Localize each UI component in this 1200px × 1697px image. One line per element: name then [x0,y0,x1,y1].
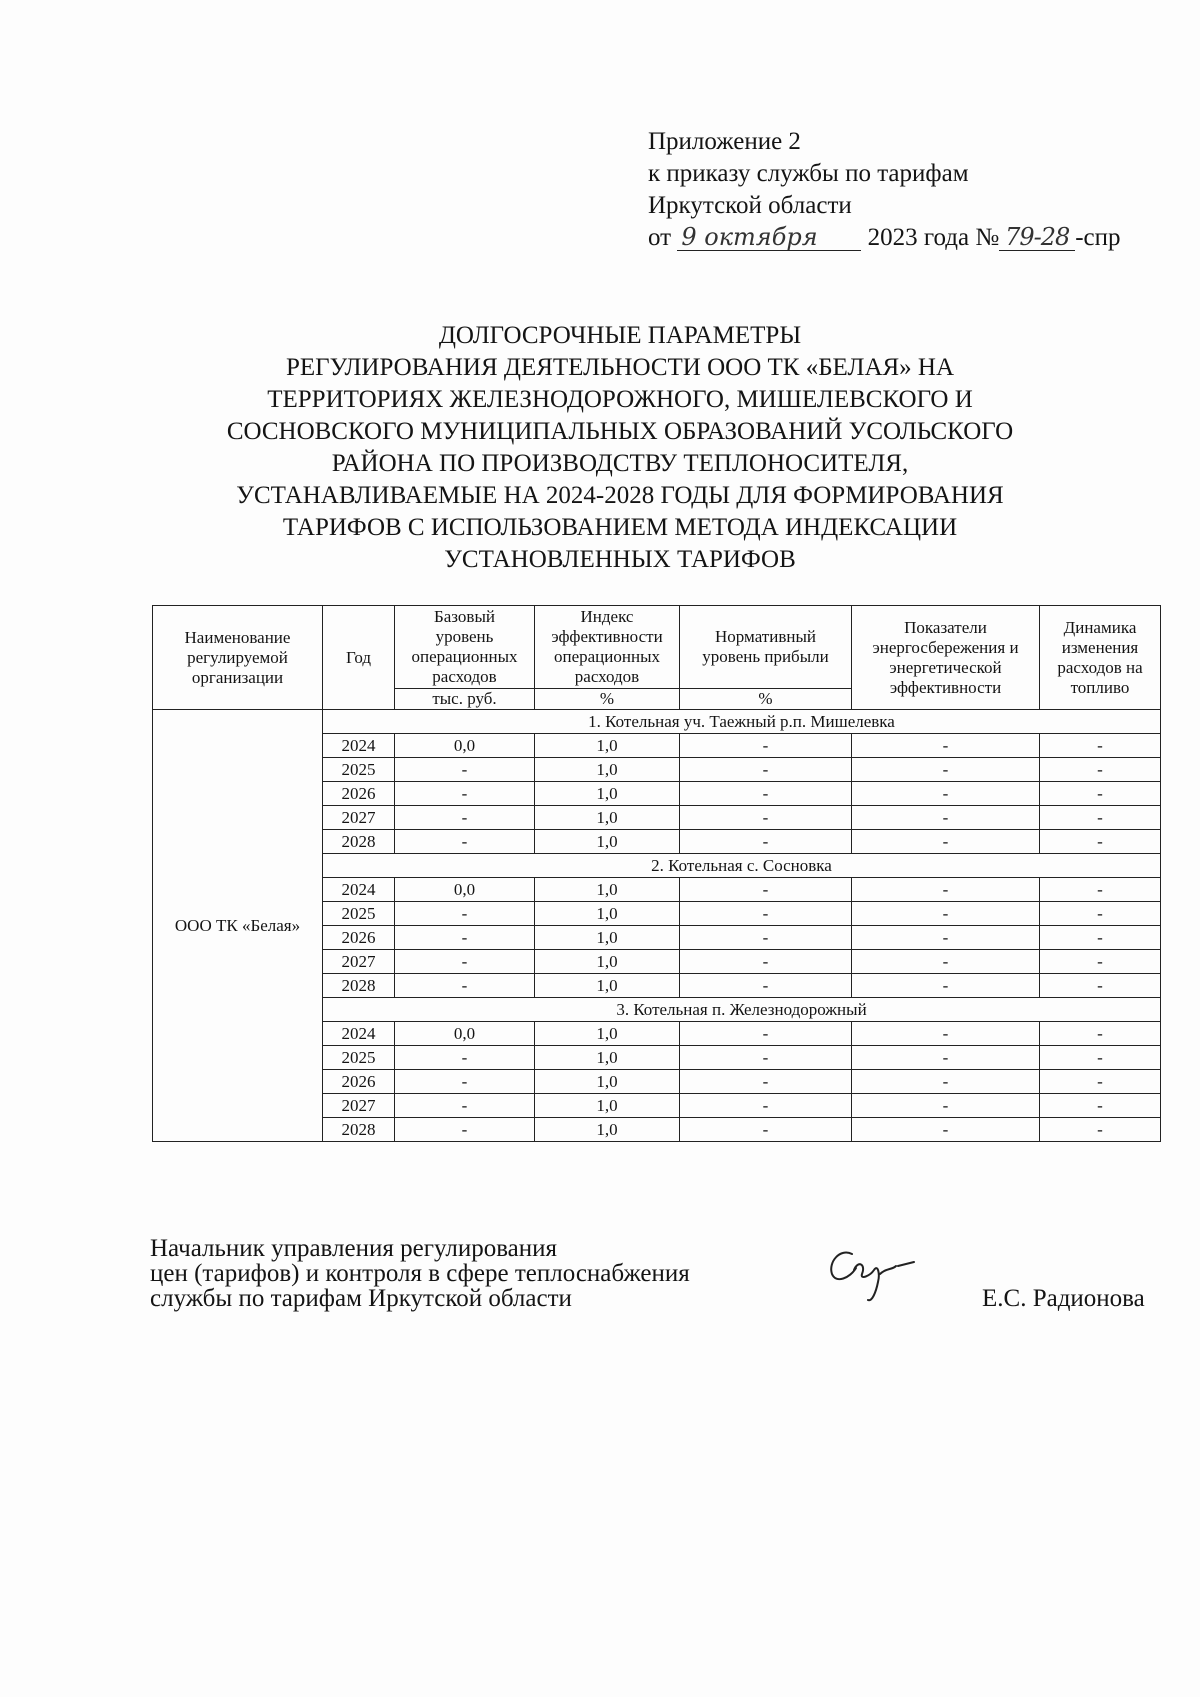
cell-fuel: - [1040,782,1161,806]
title-line: ТЕРРИТОРИЯХ ЖЕЛЕЗНОДОРОЖНОГО, МИШЕЛЕВСКОГО И [267,386,973,413]
header-energy-saving [852,606,1040,710]
header-line: топливо [1070,677,1130,697]
signer-name: Е.С. Радионова [982,1285,1145,1312]
title-line: УСТАНАВЛИВАЕМЫЕ НА 2024-2028 ГОДЫ ДЛЯ ФОРМИРОВАНИЯ [236,482,1004,509]
unit-index: % [535,689,680,710]
cell-year: 2028 [323,974,395,998]
header-line: энергосбережения и [872,637,1019,657]
unit-profit: % [680,689,852,710]
cell-profit: - [680,1118,852,1142]
cell-profit: - [680,758,852,782]
cell-energy: - [852,782,1040,806]
signer-position-line1: Начальник управления регулирования [150,1235,558,1262]
header-line: организации [191,667,284,687]
number-suffix: -спр [1075,224,1121,251]
header-line: операционных [553,647,660,666]
cell-energy: - [852,806,1040,830]
cell-year: 2024 [323,1022,395,1046]
cell-base: - [395,1118,535,1142]
cell-base: - [395,782,535,806]
cell-fuel: - [1040,950,1161,974]
cell-index: 1,0 [535,734,680,758]
appendix-date-line [648,222,1121,254]
cell-index: 1,0 [535,1070,680,1094]
cell-profit: - [680,1070,852,1094]
header-line: Наименование [184,627,291,647]
cell-fuel: - [1040,1022,1161,1046]
signature-block [150,1236,690,1311]
header-line: Базовый [434,607,495,626]
cell-energy: - [852,1118,1040,1142]
header-line: эффективности [551,627,663,646]
date-prefix: от [648,224,672,251]
cell-profit: - [680,782,852,806]
cell-energy: - [852,926,1040,950]
cell-fuel: - [1040,1094,1161,1118]
header-line: уровень [435,627,494,646]
cell-energy: - [852,878,1040,902]
title-line: РЕГУЛИРОВАНИЯ ДЕЯТЕЛЬНОСТИ ООО ТК «БЕЛАЯ» НА [285,354,955,381]
cell-fuel: - [1040,734,1161,758]
cell-energy: - [852,734,1040,758]
cell-energy: - [852,830,1040,854]
header-line: Индекс [580,607,634,626]
cell-index: 1,0 [535,926,680,950]
title-line: СОСНОВСКОГО МУНИЦИПАЛЬНЫХ ОБРАЗОВАНИЙ УСОЛЬСКОГО [226,418,1014,445]
header-line: операционных [411,647,518,666]
cell-year: 2027 [323,1094,395,1118]
cell-profit: - [680,926,852,950]
title-line: УСТАНОВЛЕННЫХ ТАРИФОВ [444,546,796,573]
cell-year: 2026 [323,782,395,806]
cell-index: 1,0 [535,1094,680,1118]
cell-base: - [395,902,535,926]
header-efficiency-index [535,606,680,689]
cell-fuel: - [1040,758,1161,782]
cell-profit: - [680,902,852,926]
cell-base: - [395,950,535,974]
cell-fuel: - [1040,1070,1161,1094]
cell-base: - [395,974,535,998]
cell-year: 2027 [323,950,395,974]
appendix-header [648,126,1121,254]
cell-year: 2028 [323,1118,395,1142]
cell-base: - [395,806,535,830]
header-organization [153,606,323,710]
signer-position-line2: цен (тарифов) и контроля в сфере теплоснабжения [150,1260,690,1287]
cell-year: 2026 [323,926,395,950]
cell-index: 1,0 [535,902,680,926]
cell-base: - [395,1046,535,1070]
cell-fuel: - [1040,902,1161,926]
cell-energy: - [852,1070,1040,1094]
header-line: эффективности [889,677,1002,697]
cell-base: - [395,1094,535,1118]
section-title: 3. Котельная п. Железнодорожный [323,998,1161,1022]
table-body [153,710,1161,1142]
cell-energy: - [852,1094,1040,1118]
cell-energy: - [852,950,1040,974]
cell-index: 1,0 [535,782,680,806]
header-line: регулируемой [187,647,288,667]
signer-position-line3: службы по тарифам Иркутской области [150,1285,572,1312]
cell-fuel: - [1040,878,1161,902]
header-profit-level [680,606,852,689]
appendix-region: Иркутской области [648,192,852,219]
cell-energy: - [852,974,1040,998]
header-line: Показатели [904,617,987,637]
cell-profit: - [680,1046,852,1070]
cell-year: 2026 [323,1070,395,1094]
cell-fuel: - [1040,830,1161,854]
handwritten-number: 79-28 [999,224,1075,251]
handwritten-signature [822,1244,932,1308]
cell-index: 1,0 [535,950,680,974]
cell-profit: - [680,1094,852,1118]
header-line: изменения [1061,637,1139,657]
header-base-level [395,606,535,689]
cell-index: 1,0 [535,1118,680,1142]
parameters-table [152,605,1161,1142]
unit-base: тыс. руб. [395,689,535,710]
cell-energy: - [852,902,1040,926]
cell-profit: - [680,806,852,830]
cell-base: 0,0 [395,878,535,902]
year-text: 2023 года № [867,224,1000,251]
cell-profit: - [680,950,852,974]
header-line: расходов [432,667,497,686]
cell-base: 0,0 [395,1022,535,1046]
cell-index: 1,0 [535,974,680,998]
cell-base: - [395,758,535,782]
cell-profit: - [680,830,852,854]
cell-index: 1,0 [535,878,680,902]
appendix-order-ref: к приказу службы по тарифам [648,160,969,187]
header-line: уровень прибыли [702,647,829,666]
document-title [200,320,1040,576]
cell-fuel: - [1040,806,1161,830]
cell-year: 2025 [323,1046,395,1070]
handwritten-date: 9 октября [677,224,861,251]
cell-profit: - [680,734,852,758]
title-line: РАЙОНА ПО ПРОИЗВОДСТВУ ТЕПЛОНОСИТЕЛЯ, [331,450,909,477]
cell-index: 1,0 [535,1046,680,1070]
section-row [153,710,1161,734]
title-line: ДОЛГОСРОЧНЫЕ ПАРАМЕТРЫ [438,322,802,349]
cell-year: 2028 [323,830,395,854]
cell-energy: - [852,758,1040,782]
cell-year: 2027 [323,806,395,830]
cell-index: 1,0 [535,830,680,854]
header-line: расходов на [1057,657,1143,677]
header-line: Динамика [1063,617,1137,637]
title-line: ТАРИФОВ С ИСПОЛЬЗОВАНИЕМ МЕТОДА ИНДЕКСАЦИИ [282,514,958,541]
cell-energy: - [852,1046,1040,1070]
cell-year: 2025 [323,902,395,926]
cell-year: 2024 [323,878,395,902]
section-title: 2. Котельная с. Сосновка [323,854,1161,878]
cell-base: 0,0 [395,734,535,758]
header-line: Нормативный [715,627,816,646]
header-line: Год [346,647,371,667]
cell-index: 1,0 [535,758,680,782]
cell-base: - [395,926,535,950]
appendix-title: Приложение 2 [648,128,801,155]
cell-base: - [395,1070,535,1094]
cell-profit: - [680,878,852,902]
cell-fuel: - [1040,1118,1161,1142]
section-title: 1. Котельная уч. Таежный р.п. Мишелевка [323,710,1161,734]
header-fuel-dynamics [1040,606,1161,710]
cell-index: 1,0 [535,1022,680,1046]
cell-year: 2024 [323,734,395,758]
cell-profit: - [680,1022,852,1046]
cell-fuel: - [1040,926,1161,950]
cell-base: - [395,830,535,854]
cell-year: 2025 [323,758,395,782]
cell-fuel: - [1040,1046,1161,1070]
cell-profit: - [680,974,852,998]
header-year [323,606,395,710]
cell-fuel: - [1040,974,1161,998]
cell-index: 1,0 [535,806,680,830]
organization-name: ООО ТК «Белая» [153,710,323,1142]
header-line: энергетической [889,657,1002,677]
cell-energy: - [852,1022,1040,1046]
header-line: расходов [574,667,640,686]
